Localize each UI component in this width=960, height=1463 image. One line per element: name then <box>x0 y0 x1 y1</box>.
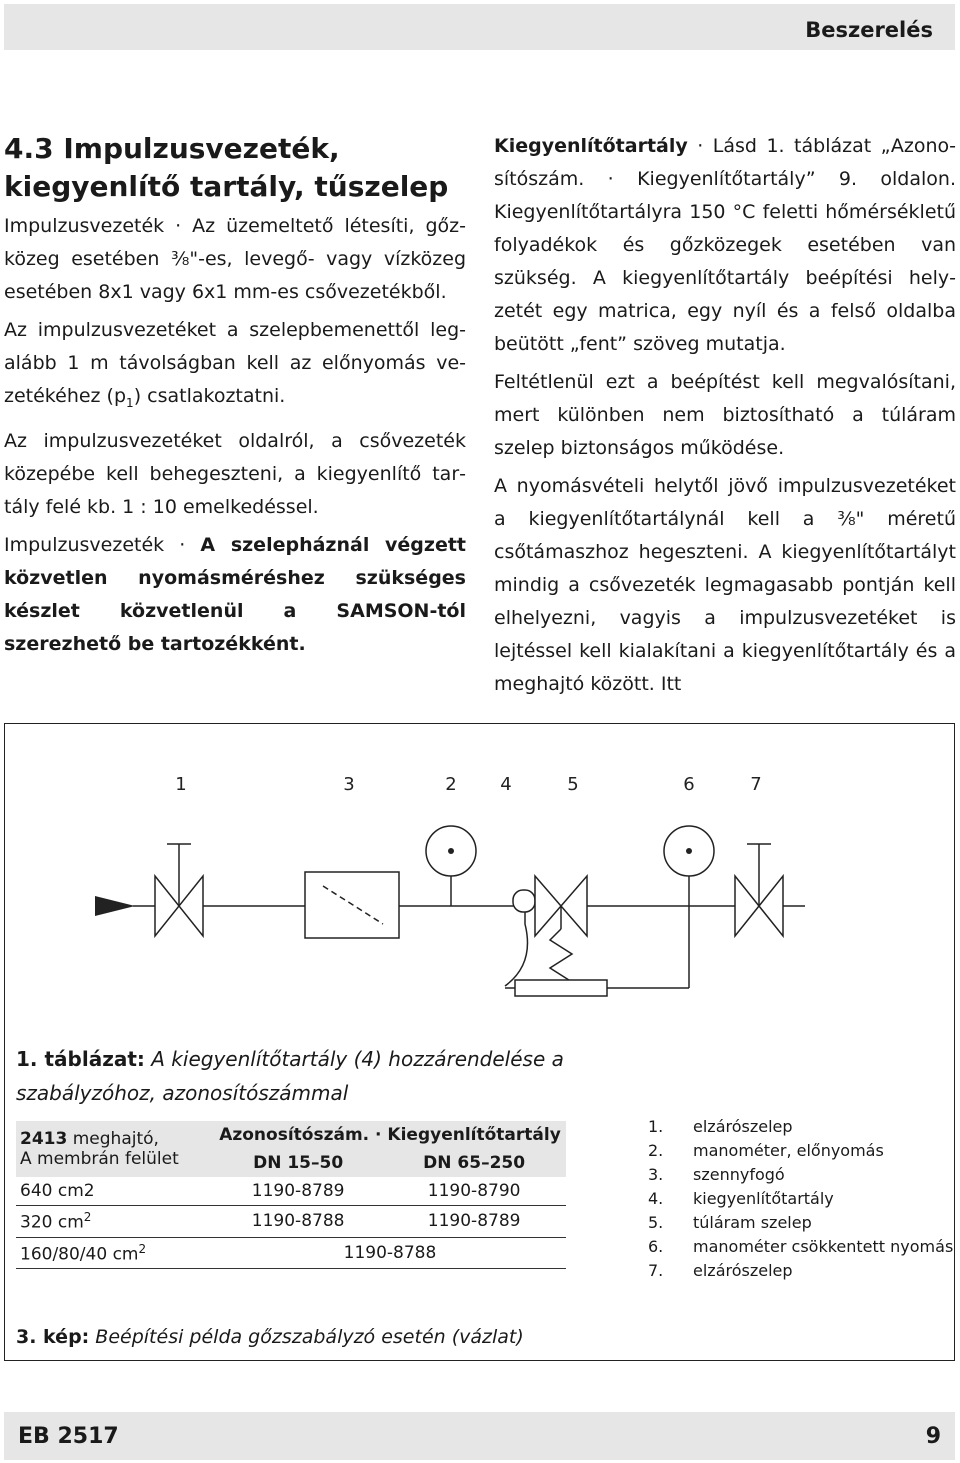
legend-item <box>648 1187 953 1211</box>
page-number: 9 <box>925 1424 941 1449</box>
header-dn1: DN 15–50 <box>214 1149 382 1177</box>
paragraph-impulse-line: Impulzusvezeték · Az üzemeltető létesíti, gőzközeg esetében ³⁄₈"-es, levegő- vagy vízközeg esetében 8x1 vagy 6x1 mm-es csővezetékből. <box>4 215 466 303</box>
paragraph-compensation-tank <box>494 130 956 361</box>
legend-text: manométer, előnyomás <box>693 1141 884 1160</box>
right-column <box>494 130 956 706</box>
assignment-table <box>16 1121 566 1269</box>
header-dn2: DN 65–250 <box>382 1149 566 1177</box>
footer-bar <box>4 1412 955 1460</box>
paragraph-positioning: A nyomásvételi helytől jövő impulzusvezetéket a kiegyenlítőtartálynál kell a ³⁄₈" méretű csőtámaszhoz hegeszteni. A kiegyenlítőtartályt mindig a csővezeték legmagasabb pontján kell elhelyezni, vagyis a impulzusvezetéket is lejtéssel kell kialakítani a kiegyenlítőtartály és a meghajtó között. Itt <box>494 475 956 695</box>
table-caption-label: 1. táblázat: <box>16 1047 145 1071</box>
compensation-tank-4 <box>513 890 535 912</box>
legend-item <box>648 1163 953 1187</box>
figure-number-5: 5 <box>567 774 579 795</box>
table-caption-text: A kiegyenlítőtartály (4) hozzárendelése a szabályzóhoz, azonosítószámmal <box>16 1047 564 1105</box>
section-title: 4.3 Impulzusvezeték, kiegyenlítő tartály, tűszelep <box>4 132 449 203</box>
figure-caption-label: 3. kép: <box>16 1326 90 1348</box>
header-title: Beszerelés <box>805 18 933 42</box>
header-actuator-rest: meghajtó, <box>67 1129 159 1149</box>
cell-area-sup: 2 <box>83 1210 92 1224</box>
legend-text: elzárószelep <box>693 1261 793 1280</box>
cell-dn1: 1190-8788 <box>214 1206 382 1238</box>
compensation-tank-term: Kiegyenlítőtartály <box>494 135 688 157</box>
paragraph-connection-b: ) csatlakoztatni. <box>133 385 286 407</box>
figure-caption <box>16 1326 524 1348</box>
legend-text: kiegyenlítőtartály <box>693 1189 834 1208</box>
table-row <box>16 1177 566 1206</box>
legend-text: szennyfogó <box>693 1165 785 1184</box>
flow-arrow <box>95 896 135 916</box>
legend-num: 6. <box>648 1237 664 1256</box>
installation-schematic <box>5 724 953 1034</box>
figure-number-3: 3 <box>343 774 355 795</box>
table-caption <box>16 1042 576 1110</box>
table-row <box>16 1237 566 1269</box>
cell-merged: 1190-8788 <box>214 1237 566 1269</box>
legend-num: 3. <box>648 1165 664 1184</box>
legend-num: 4. <box>648 1189 664 1208</box>
legend-item <box>648 1235 953 1259</box>
cell-area-sup: 2 <box>138 1241 147 1256</box>
paragraph-accessory <box>4 529 466 661</box>
legend-item <box>648 1259 953 1283</box>
figure-number-1: 1 <box>175 774 187 795</box>
cell-dn2: 1190-8790 <box>382 1177 566 1206</box>
cell-area-main: 160/80/40 cm <box>20 1244 139 1265</box>
cell-dn2: 1190-8789 <box>382 1206 566 1238</box>
legend-text: túláram szelep <box>693 1213 812 1232</box>
figure-number-7: 7 <box>750 774 762 795</box>
table-header-row <box>16 1121 566 1149</box>
legend-num: 2. <box>648 1141 664 1160</box>
cell-area: 640 cm2 <box>16 1177 214 1206</box>
legend-text: elzárószelep <box>693 1117 793 1136</box>
legend-text: manométer csökkentett nyomás <box>693 1237 954 1256</box>
p1-subscript: 1 <box>126 395 134 410</box>
legend-num: 1. <box>648 1117 664 1136</box>
legend-item <box>648 1211 953 1235</box>
figure-legend <box>648 1115 953 1283</box>
paragraph-connection <box>4 314 466 420</box>
table-row <box>16 1206 566 1238</box>
legend-num: 5. <box>648 1213 664 1232</box>
legend-item <box>648 1115 953 1139</box>
paragraph-connection-a: Az impulzusvezetéket a szelepbemenettől legalább 1 m távolságban kell az előnyomás vezetékéhez (p <box>4 319 466 407</box>
compensation-tank-text: · Lásd 1. táblázat „Azonosítószám. · Kiegyenlítőtartály” 9. oldalon. Kiegyenlítőtartályra 150 °C feletti hőmérsékletű folyadékok és gőzközegek esetében van szükség. A kiegyenlítőtartály beépítési helyzetét egy matrica, egy nyíl és a felső oldalba beütött „fent” szöveg mutatja. <box>494 135 956 355</box>
figure-number-2: 2 <box>445 774 457 795</box>
cell-area <box>16 1237 214 1269</box>
figure-number-6: 6 <box>683 774 695 795</box>
paragraph-accessory-a: Impulzusvezeték · <box>4 533 201 556</box>
figure-caption-text: Beépítési példa gőzszabályzó esetén (vázlat) <box>89 1326 524 1348</box>
cell-area <box>16 1206 214 1238</box>
paragraph-welding: Az impulzusvezetéket oldalról, a csővezeték közepébe kell behegeszteni, a kiegyenlítő tartály felé kb. 1 : 10 emelkedéssel. <box>4 429 466 518</box>
legend-item <box>648 1139 953 1163</box>
legend-num: 7. <box>648 1261 664 1280</box>
header-actuator <box>16 1121 214 1177</box>
paragraph-mandatory: Feltétlenül ezt a beépítést kell megvalósítani, mert különben nem biztosítható a túláram szelep biztonságos működése. <box>494 371 956 459</box>
figure-number-4: 4 <box>500 774 512 795</box>
header-group: Azonosítószám. · Kiegyenlítőtartály <box>214 1121 566 1149</box>
paragraph-accessory-bold: A szelepháznál végzett közvetlen nyomásméréshez szükséges készlet közvetlenül a SAMSON-tól szerezhető be tartozékként. <box>4 533 467 655</box>
header-actuator-bold: 2413 <box>20 1129 68 1149</box>
document-id: EB 2517 <box>18 1424 119 1449</box>
cell-area-main: 320 cm <box>20 1212 84 1233</box>
cell-dn1: 1190-8789 <box>214 1177 382 1206</box>
left-column <box>4 130 466 666</box>
header-actuator-line2: A membrán felület <box>20 1149 179 1169</box>
header-bar <box>4 4 955 50</box>
